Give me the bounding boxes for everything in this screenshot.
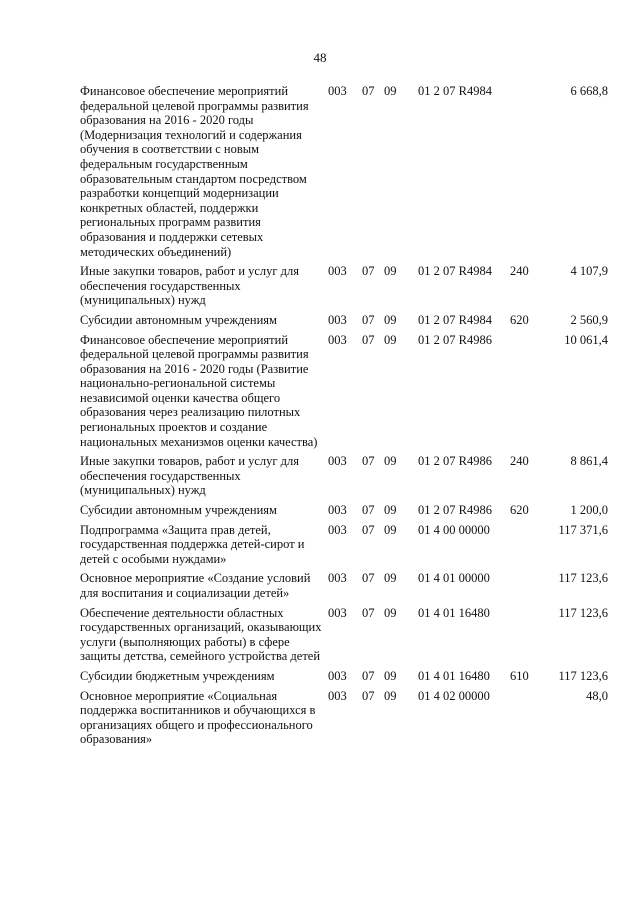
row-expense-type [508,606,544,669]
row-subsection: 09 [384,522,397,537]
row-subsection: 09 [384,688,397,703]
row-section: 07 [362,264,375,279]
row-expense-type: 610 [510,668,529,683]
row-amount: 2 560,9 [570,312,608,327]
row-target-article: 01 2 07 R4984 [418,84,492,98]
table-row [80,571,608,605]
row-name: Финансовое обеспечение мероприятий федеральной целевой программы развития образования на 2016 - 2020 годы (Модернизация технологий и содержания обучения в соответствии с новым федеральным государственным образовательным стандартом посредством разработки концепций модернизации конкретных областей, поддержки региональных программ развития образования и поддержки сетевых методических объединений) [80,84,309,259]
row-section: 07 [362,84,375,98]
row-target-article: 01 2 07 R4986 [418,332,492,347]
row-section: 07 [362,605,375,620]
row-subsection: 09 [384,264,397,279]
row-org-code: 003 [328,605,347,620]
row-amount: 6 668,8 [570,84,608,98]
table-row [80,503,608,523]
row-amount: 10 061,4 [564,332,608,347]
row-org-code: 003 [328,668,347,683]
row-target-article: 01 4 01 00000 [418,571,490,586]
row-amount: 8 861,4 [570,454,608,469]
row-subsection: 09 [384,454,397,469]
row-amount: 117 123,6 [558,571,608,586]
row-target-article: 01 4 01 16480 [418,605,490,620]
row-section: 07 [362,522,375,537]
row-name: Иные закупки товаров, работ и услуг для обеспечения государственных (муниципальных) нужд [80,264,300,308]
row-expense-type [508,523,544,572]
table-row [80,689,608,752]
table-row [80,84,608,264]
row-section: 07 [362,688,375,703]
page-number: 48 [313,50,327,65]
row-amount: 4 107,9 [570,264,608,279]
row-section: 07 [362,503,375,518]
row-org-code: 003 [328,503,347,518]
row-org-code: 003 [328,688,347,703]
row-org-code: 003 [328,264,347,279]
row-section: 07 [362,454,375,469]
row-org-code: 003 [328,522,347,537]
row-target-article: 01 2 07 R4984 [418,312,492,327]
row-expense-type: 620 [510,312,529,327]
row-amount: 117 371,6 [558,522,608,537]
row-name: Субсидии бюджетным учреждениям [80,668,275,683]
row-name: Основное мероприятие «Создание условий для воспитания и социализации детей» [80,571,311,600]
row-target-article: 01 4 02 00000 [418,688,490,703]
row-subsection: 09 [384,503,397,518]
table-row [80,454,608,503]
row-section: 07 [362,668,375,683]
row-target-article: 01 4 00 00000 [418,522,490,537]
row-amount: 117 123,6 [558,605,608,620]
table-row [80,669,608,689]
row-org-code: 003 [328,571,347,586]
row-expense-type [508,84,544,264]
row-expense-type [508,333,544,455]
row-section: 07 [362,332,375,347]
row-target-article: 01 2 07 R4984 [418,264,492,279]
table-row [80,333,608,455]
row-expense-type [508,689,544,752]
row-subsection: 09 [384,668,397,683]
row-org-code: 003 [328,454,347,469]
row-name: Основное мероприятие «Социальная поддержка воспитанников и обучающихся в организациях общего и профессионального образования» [80,688,316,747]
row-org-code: 003 [328,332,347,347]
row-subsection: 09 [384,312,397,327]
row-subsection: 09 [384,605,397,620]
table-row [80,313,608,333]
table-row [80,523,608,572]
row-name: Подпрограмма «Защита прав детей, государственная поддержка детей-сирот и детей с особыми нуждами» [80,522,305,566]
row-org-code: 003 [328,312,347,327]
row-expense-type: 240 [510,264,529,279]
row-amount: 1 200,0 [570,503,608,518]
row-expense-type: 620 [510,503,529,518]
table-row [80,264,608,313]
row-section: 07 [362,571,375,586]
row-org-code: 003 [328,84,347,98]
row-target-article: 01 2 07 R4986 [418,454,492,469]
budget-table [80,84,608,752]
row-name: Обеспечение деятельности областных государственных организаций, оказывающих услуги (выполняющих работы) в сфере защиты детства, семейного устройства детей [80,605,322,664]
row-name: Финансовое обеспечение мероприятий федеральной целевой программы развития образования на 2016 - 2020 годы (Развитие национально-региональной системы независимой оценки качества общего образования через реализацию пилотных региональных проектов и создание национальных механизмов оценки качества) [80,332,318,449]
row-subsection: 09 [384,84,397,98]
row-expense-type: 240 [510,454,529,469]
row-subsection: 09 [384,332,397,347]
row-name: Субсидии автономным учреждениям [80,312,277,327]
row-amount: 117 123,6 [558,668,608,683]
row-target-article: 01 2 07 R4986 [418,503,492,518]
row-amount: 48,0 [586,688,608,703]
row-expense-type [508,571,544,605]
row-subsection: 09 [384,571,397,586]
table-row [80,606,608,669]
row-section: 07 [362,312,375,327]
row-name: Субсидии автономным учреждениям [80,503,277,518]
row-name: Иные закупки товаров, работ и услуг для обеспечения государственных (муниципальных) нужд [80,454,300,498]
row-target-article: 01 4 01 16480 [418,668,490,683]
